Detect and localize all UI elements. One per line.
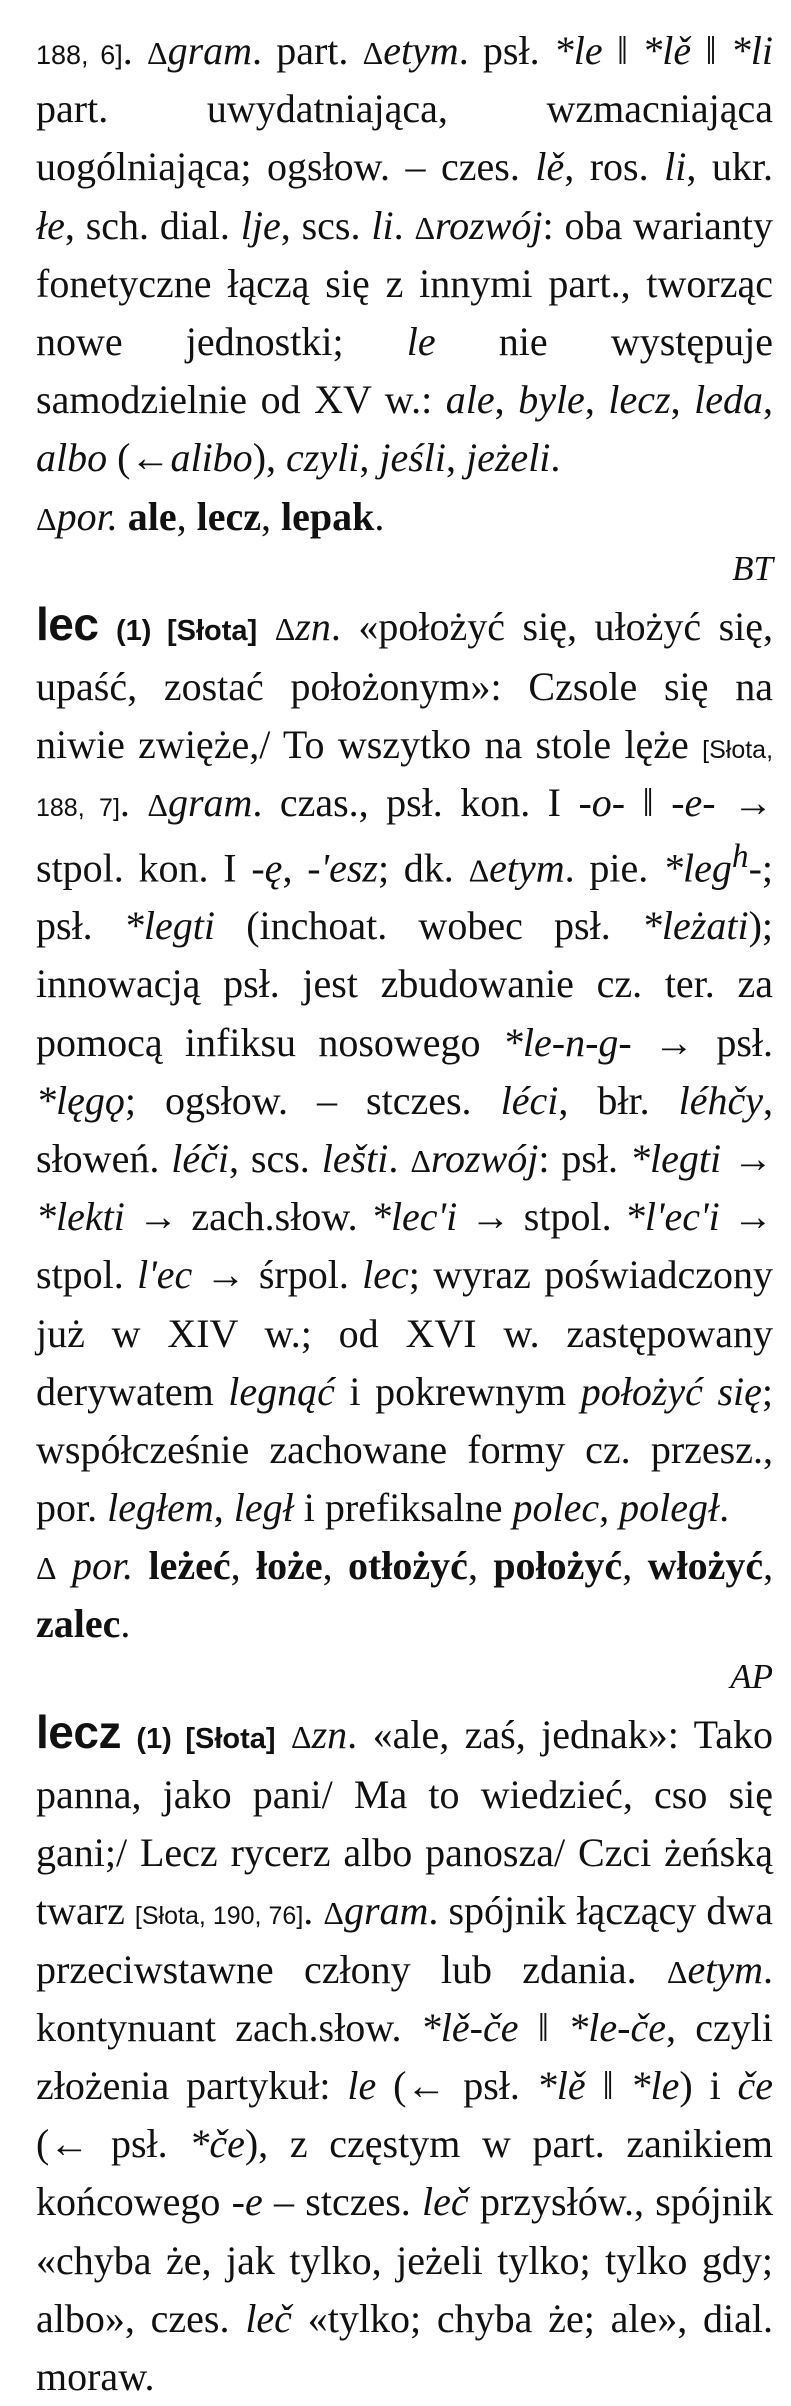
cross-reference-link[interactable]: lepak [280, 493, 375, 539]
source-citation: [Słota, 188, 7] [36, 736, 774, 823]
section-marker-icon: Δ [146, 35, 168, 71]
section-marker-icon: Δ [468, 852, 490, 888]
author-signature: BT [732, 548, 773, 588]
sense-label: (1) [Słota] [115, 615, 258, 648]
entry-body: lecz (1) [Słota] Δzn. «ale, zaś, jednak»: Tako panna, jako pani/ Ma to wiedzieć, cso się gani;/ Lecz rycerz albo panosza/ Czci żeńską twarz [Słota, 190, 76]. Δgram. spójnik łączący dwa przeciwstawne człony lub zdania. Δetym. kontynuant zach.słow. *lě-če ‖ *le-če, czyli złożenia partykuł: le (← psł. *lě ‖ *le) i če (← psł. *če), z częstym w part. zanikiem końcowego -e – stczes. leč przysłów., spójnik «chyba że, jak tylko, jeżeli tylko; tylko gdy; albo», czes. leč «tylko; chyba że; ale», dial. moraw. [36, 1706, 774, 2399]
section-marker-icon: Δ [290, 1719, 312, 1756]
cross-reference-link[interactable]: leżeć [148, 1543, 231, 1589]
section-marker-icon: Δ [323, 1895, 344, 1932]
section-marker-icon: Δ [147, 787, 168, 824]
section-marker-icon: Δ [36, 1550, 57, 1587]
section-marker-icon: Δ [414, 209, 436, 246]
cross-reference-link[interactable]: położyć [493, 1543, 623, 1589]
cross-reference-link[interactable]: włożyć [647, 1543, 764, 1589]
cross-reference-link[interactable]: zalec [36, 1601, 121, 1647]
entry-body: 188, 6]. Δgram. part. Δetym. psł. *le ‖ *lě ‖ *li part. uwydatniająca, wzmacniająca uogólniająca; ogsłow. – czes. lě, ros. li, ukr. łe, sch. dial. lje, scs. li. Δrozwój: oba warianty fonetyczne łączą się z innymi part., tworząc nowe jednostki; le nie występuje samodzielnie od XV w.: ale, byle, lecz, leda, albo (←alibo), czyli, jeśli, jeżeli. [36, 28, 774, 481]
cross-reference: Δpor. ale, lecz, lepak. [36, 493, 385, 539]
section-marker-icon: Δ [36, 500, 57, 537]
entry-continuation [36, 22, 773, 591]
entry-lecz [36, 1699, 773, 2406]
cross-reference-link[interactable]: łoże [255, 1543, 323, 1589]
section-marker-icon: Δ [410, 1142, 431, 1179]
source-citation: [Słota, 190, 76] [134, 1902, 304, 1931]
cross-reference: Δ por. leżeć, łoże, otłożyć, położyć, włożyć, zalec. [36, 1543, 774, 1647]
headword: lec [36, 598, 99, 651]
cross-reference-link[interactable]: lecz [196, 493, 261, 539]
section-marker-icon: Δ [274, 611, 296, 648]
section-marker-icon: Δ [362, 35, 384, 71]
cross-reference-link[interactable]: ale [127, 493, 177, 539]
source-citation: 188, 6] [36, 40, 123, 70]
headword: lecz [36, 1706, 121, 1759]
cross-reference-link[interactable]: otłożyć [347, 1543, 468, 1589]
entry-lec [36, 591, 773, 1699]
entry-body: lec (1) [Słota] Δzn. «położyć się, ułożyć się, upaść, zostać położonym»: Czsole się na niwie zwięże,/ To wszytko na stole lęże [Słota, 188, 7]. Δgram. czas., psł. kon. I -o- ‖ -e- → stpol. kon. I -ę, -'esz; dk. Δetym. pie. *leg$^h$-; psł. *legti (inchoat. wobec psł. *leżati); innowacją psł. jest zbudowanie cz. ter. za pomocą infiksu nosowego *le-n-g- → psł. *lęgǫ; ogsłow. – stczes. léci, błr. léhčy, słoweń. léči, scs. lešti. Δrozwój: psł. *legti → *lekti → zach.słow. *lec'i → stpol. *l'ec'i → stpol. l'ec → śrpol. lec; wyraz poświadczony już w XIV w.; od XVI w. zastępowany derywatem legnąć i pokrewnym położyć się; współcześnie zachowane formy cz. przesz., por. ległem, legł i prefiksalne polec, poległ. [36, 598, 774, 1531]
section-marker-icon: Δ [666, 1953, 688, 1990]
sense-label: (1) [Słota] [136, 1723, 276, 1756]
author-signature: AP [730, 1656, 773, 1696]
